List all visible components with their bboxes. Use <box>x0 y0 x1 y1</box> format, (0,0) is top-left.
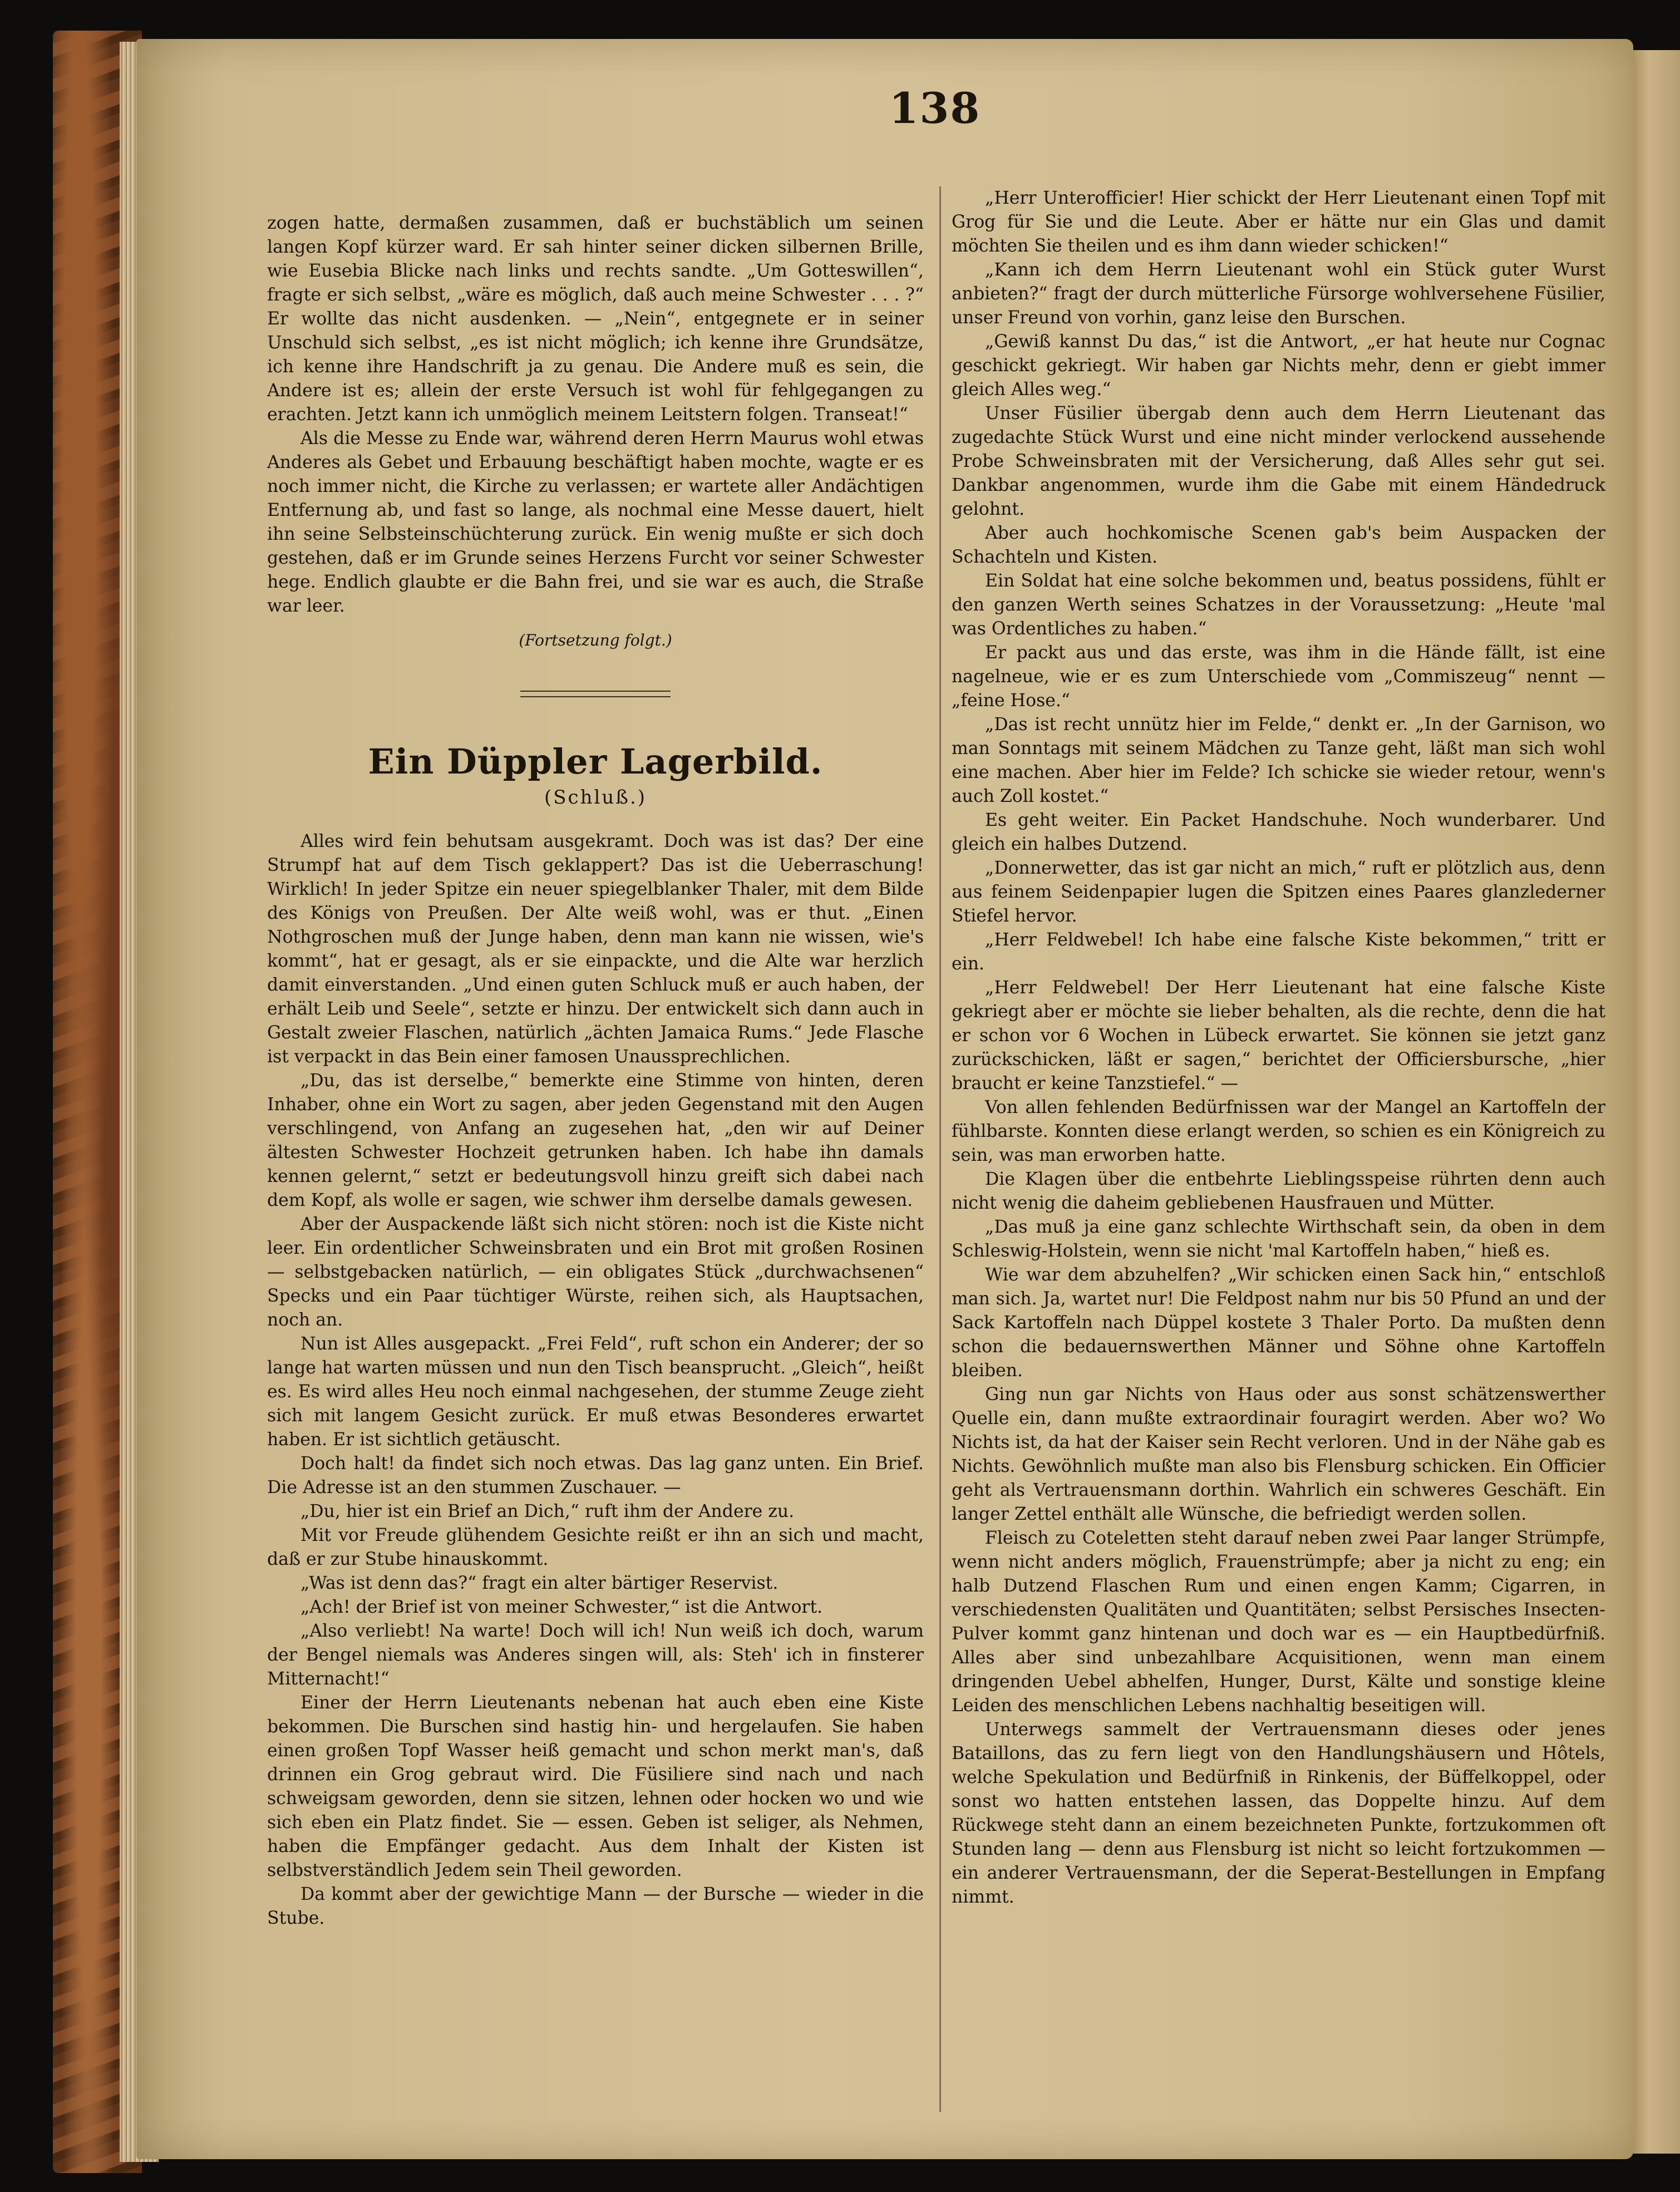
article-paragraph: Einer der Herrn Lieutenants nebenan hat auch eben eine Kiste bekommen. Die Burschen sind hastig hin- und hergelaufen. Sie haben einen großen Topf Wasser heiß gemacht und schon merkt man's, daß drinnen ein Grog gebraut wird. Die Füsiliere sind nach und nach schweigsam geworden, denn sie sitzen, lehnen oder hocken wo und wie sich eben ein Platz findet. Sie — essen. Geben ist seliger, als Nehmen, haben die Empfänger gedacht. Aus dem Inhalt der Kisten ist selbstverständlich Jedem sein Theil geworden. <box>267 1693 924 1880</box>
article-paragraph: „Du, hier ist ein Brief an Dich,“ ruft ihm der Andere zu. <box>300 1501 795 1521</box>
article-subtitle: (Schluß.) <box>544 786 647 809</box>
article-paragraph: Von allen fehlenden Bedürfnissen war der Mangel an Kartoffeln der fühlbarste. Konnten diese erlangt werden, so schien es ein Königreich zu sein, was man erworben hatte. <box>952 1097 1605 1165</box>
column-divider <box>939 186 941 2112</box>
article-paragraph: Ging nun gar Nichts von Haus oder aus sonst schätzenswerther Quelle ein, dann mußte extraordinair fouragirt werden. Aber wo? Wo Nichts ist, da hat der Kaiser sein Recht verloren. Und in der Nähe gab es Nichts. Gewöhnlich mußte man also bis Flensburg schicken. Ein Officier geht als Vertrauensmann dorthin. Wahrlich ein schweres Geschäft. Ein langer Zettel enthält alle Wünsche, die befriedigt werden sollen. <box>952 1385 1605 1524</box>
continuation-paragraph: Als die Messe zu Ende war, während deren Herrn Maurus wohl etwas Anderes als Gebet und Erbauung beschäftigt haben mochte, wagte er es noch immer nicht, die Kirche zu verlassen; er wartete aller Andächtigen Entfernung ab, und fast so lange, als nochmal eine Messe dauert, hielt ihn seine Selbsteinschüchterung zurück. Ein wenig mußte er sich doch gestehen, daß er im Grunde seines Herzens Furcht vor seiner Schwester hege. Endlich glaubte er die Bahn frei, und sie war es auch, die Straße war leer. <box>267 428 924 616</box>
article-paragraph: Wie war dem abzuhelfen? „Wir schicken einen Sack hin,“ entschloß man sich. Ja, wartet nur! Die Feldpost nahm nur bis 50 Pfund an und der Sack Kartoffeln nach Düppel kostete 3 Thaler Porto. Da mußten denn schon die bedauernswerthen Männer und Söhne ohne Kartoffeln bleiben. <box>952 1265 1605 1381</box>
article-paragraph: Es geht weiter. Ein Packet Handschuhe. Noch wunderbarer. Und gleich ein halbes Dutzend. <box>952 810 1605 854</box>
page-number: 138 <box>889 83 981 133</box>
article-paragraph: „Kann ich dem Herrn Lieutenant wohl ein Stück guter Wurst anbieten?“ fragt der durch mütterliche Fürsorge wohlversehene Füsilier, unser Freund von vorhin, ganz leise den Burschen. <box>952 260 1605 328</box>
article-paragraph: Ein Soldat hat eine solche bekommen und, beatus possidens, fühlt er den ganzen Werth seines Schatzes in der Voraussetzung: „Heute 'mal was Ordentliches zu haben.“ <box>952 571 1605 639</box>
article-paragraph: Aber der Auspackende läßt sich nicht stören: noch ist die Kiste nicht leer. Ein ordentlicher Schweinsbraten und ein Brot mit großen Rosinen — selbstgebacken natürlich, — ein obligates Stück „durchwachsenen“ Specks und ein Paar tüchtiger Würste, reihen sich, als Hauptsachen, noch an. <box>267 1214 924 1330</box>
article-paragraph: „Herr Feldwebel! Ich habe eine falsche Kiste bekommen,“ tritt er ein. <box>952 930 1605 974</box>
article-title: Ein Düppler Lagerbild. <box>368 741 823 782</box>
article-paragraph: Mit vor Freude glühendem Gesichte reißt er ihn an sich und macht, daß er zur Stube hinauskommt. <box>267 1525 924 1569</box>
article-paragraph: „Herr Feldwebel! Der Herr Lieutenant hat eine falsche Kiste gekriegt aber er möchte sie lieber behalten, als die rechte, denn die hat er schon vor 6 Wochen in Lübeck erwartet. Sie können sie jetzt ganz zurückschicken, läßt er sagen,“ berichtet der Officiersbursche, „hier braucht er keine Tanzstiefel.“ — <box>952 978 1605 1093</box>
article-paragraph: Nun ist Alles ausgepackt. „Frei Feld“, ruft schon ein Anderer; der so lange hat warten müssen und nun den Tisch beansprucht. „Gleich“, heißt es. Es wird alles Heu noch einmal nachgesehen, der stumme Zeuge zieht sich mit langem Gesicht zurück. Er muß etwas Besonderes erwartet haben. Er ist sichtlich getäuscht. <box>267 1334 924 1450</box>
article-paragraph: „Das muß ja eine ganz schlechte Wirthschaft sein, da oben in dem Schleswig-Holstein, wenn sie nicht 'mal Kartoffeln haben,“ hieß es. <box>952 1217 1605 1261</box>
article-paragraph: „Herr Unterofficier! Hier schickt der Herr Lieutenant einen Topf mit Grog für Sie und die Leute. Aber er hätte nur ein Glas und damit möchten Sie theilen und es ihm dann wieder schicken!“ <box>952 188 1605 256</box>
article-paragraph: „Gewiß kannst Du das,“ ist die Antwort, „er hat heute nur Cognac geschickt gekriegt. Wir haben gar Nichts mehr, denn er giebt immer gleich Alles weg.“ <box>952 332 1605 400</box>
continuation-paragraph: zogen hatte, dermaßen zusammen, daß er buchstäblich um seinen langen Kopf kürzer ward. Er sah hinter seiner dicken silbernen Brille, wie Eusebia Blicke nach links und rechts sandte. „Um Gotteswillen“, fragte er sich selbst, „wäre es möglich, daß auch meine Schwester . . . ?“ Er wollte das nicht ausdenken. — „Nein“, entgegnete er in seiner Unschuld sich selbst, „es ist nicht möglich; ich kenne ihre Grundsätze, ich kenne ihre Handschrift ja zu genau. Die Andere muß es sein, die Andere ist es; allein der erste Versuch ist wohl für fehlgegangen zu erachten. Jetzt kann ich unmöglich meinem Leitstern folgen. Transeat!“ <box>267 213 924 425</box>
article-paragraph: „Was ist denn das?“ fragt ein alter bärtiger Reservist. <box>300 1573 779 1593</box>
article-paragraph: Die Klagen über die entbehrte Lieblingsspeise rührten denn auch nicht wenig die daheim gebliebenen Hausfrauen und Mütter. <box>952 1169 1605 1213</box>
continuation-note: (Fortsetzung folgt.) <box>519 631 672 649</box>
article-paragraph: „Also verliebt! Na warte! Doch will ich! Nun weiß ich doch, warum der Bengel niemals was Anderes singen will, als: Steh' ich in finsterer Mitternacht!“ <box>267 1621 924 1689</box>
article-paragraph: „Donnerwetter, das ist gar nicht an mich,“ ruft er plötzlich aus, denn aus feinem Seidenpapier lugen die Spitzen eines Paares glanzlederner Stiefel hervor. <box>952 858 1605 926</box>
right-column <box>952 186 1605 1909</box>
article-paragraph: Doch halt! da findet sich noch etwas. Das lag ganz unten. Ein Brief. Die Adresse ist an den stummen Zuschauer. — <box>267 1454 924 1498</box>
article-paragraph: Er packt aus und das erste, was ihm in die Hände fällt, ist eine nagelneue, wie er es zum Unterschiede vom „Commiszeug“ nennt — „feine Hose.“ <box>952 643 1605 711</box>
article-paragraph: Unser Füsilier übergab denn auch dem Herrn Lieutenant das zugedachte Stück Wurst und eine nicht minder verlockend aussehende Probe Schweinsbraten mit der Versicherung, daß Alles sehr gut sei. Dankbar angenommen, wurde ihm die Gabe mit einem Händedruck gelohnt. <box>952 403 1605 519</box>
article-paragraph: „Das ist recht unnütz hier im Felde,“ denkt er. „In der Garnison, wo man Sonntags mit seinem Mädchen zu Tanze geht, läßt man sich wohl eine machen. Aber hier im Felde? Ich schicke sie wieder retour, wenn's auch Zoll kostet.“ <box>952 715 1605 806</box>
left-column <box>267 211 924 1930</box>
article-paragraph: Aber auch hochkomische Scenen gab's beim Auspacken der Schachteln und Kisten. <box>952 523 1605 567</box>
facing-page-edge <box>1628 50 1680 2154</box>
article-paragraph: „Ach! der Brief ist von meiner Schwester,“ ist die Antwort. <box>300 1597 823 1617</box>
section-divider-ornament <box>520 691 671 697</box>
article-paragraph: „Du, das ist derselbe,“ bemerkte eine Stimme von hinten, deren Inhaber, ohne ein Wort zu sagen, aber jeden Gegenstand mit den Augen verschlingend, von Anfang an zugesehen hat, „den wir auf Deiner ältesten Schwester Hochzeit getrunken haben. Ich habe ihn damals kennen gelernt,“ setzt er bedeutungsvoll hinzu greift sich dabei nach dem Kopf, als wolle er sagen, wie schwer ihm derselbe damals gewesen. <box>267 1071 924 1210</box>
article-paragraph: Unterwegs sammelt der Vertrauensmann dieses oder jenes Bataillons, das zu fern liegt von den Handlungshäusern und Hôtels, welche Spekulation und Bedürfniß in Rinkenis, der Büffelkoppel, oder sonst wo hatten entstehen lassen, das Doppelte hinzu. Auf dem Rückwege steht dann an einem bezeichneten Punkte, fortzukommen oft Stunden lang — denn aus Flensburg ist nicht so leicht fortzukommen — ein anderer Vertrauensmann, der die Seperat-Bestellungen in Empfang nimmt. <box>952 1720 1605 1907</box>
article-paragraph: Da kommt aber der gewichtige Mann — der Bursche — wieder in die Stube. <box>267 1884 924 1928</box>
article-paragraph: Fleisch zu Coteletten steht darauf neben zwei Paar langer Strümpfe, wenn nicht anders möglich, Frauenstrümpfe; aber ja nicht zu eng; ein halb Dutzend Flaschen Rum und einen engen Kamm; Cigarren, in verschiedensten Qualitäten und Quantitäten; selbst Persisches Insecten-Pulver kommt ganz hintenan und doch war es — ein Hauptbedürfniß. Alles aber sind unbezahlbare Acquisitionen, wenn man einem dringenden Uebel abhelfen, Hunger, Durst, Kälte und sonstige kleine Leiden des menschlichen Lebens nachhaltig beseitigen will. <box>952 1528 1605 1716</box>
article-paragraph: Alles wird fein behutsam ausgekramt. Doch was ist das? Der eine Strumpf hat auf dem Tisch geklappert? Das ist die Ueberraschung! Wirklich! In jeder Spitze ein neuer spiegelblanker Thaler, mit dem Bilde des Königs von Preußen. Der Alte weiß wohl, was er thut. „Einen Nothgroschen muß der Junge haben, denn man kann nie wissen, wie's kommt“, hat er gesagt, als er sie einpackte, und die Alte war herzlich damit einverstanden. „Und einen guten Schluck muß er auch haben, der erhält Leib und Seele“, setzte er hinzu. Der entwickelt sich dann auch in Gestalt zweier Flaschen, natürlich „ächten Jamaica Rums.“ Jede Flasche ist verpackt in das Bein einer famosen Unaussprechlichen. <box>267 831 924 1067</box>
